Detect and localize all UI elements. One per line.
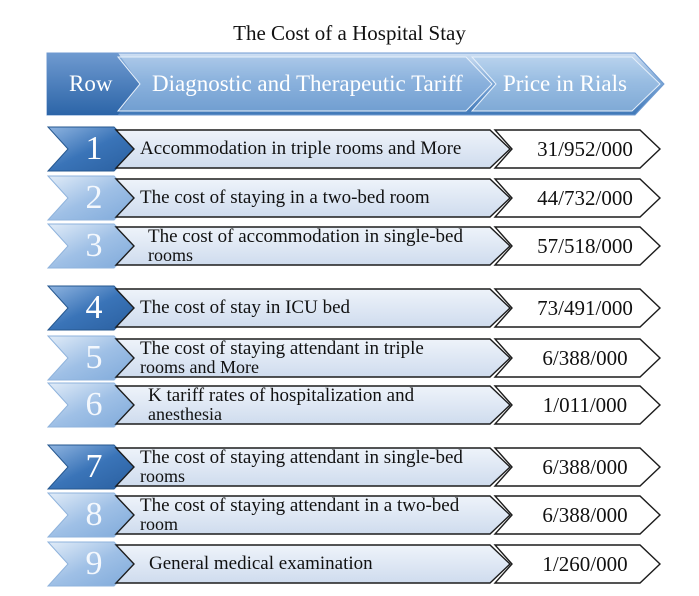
row-description: The cost of staying in a two-bed room <box>140 187 430 208</box>
row-price: 6/388/000 <box>542 455 628 479</box>
row-number: 9 <box>85 545 103 582</box>
row-description: Accommodation in triple rooms and More <box>140 138 462 159</box>
row-description: General medical examination <box>149 553 373 574</box>
row-number: 2 <box>85 179 103 216</box>
header-row-label: Row <box>69 71 113 96</box>
row-description-line1: The cost of staying attendant in triple <box>140 338 424 359</box>
row-number: 3 <box>85 227 103 264</box>
row-number: 8 <box>85 496 103 533</box>
header-tariff-label: Diagnostic and Therapeutic Tariff <box>152 71 463 96</box>
row-description-line1: The cost of staying attendant in a two-bed <box>140 495 460 516</box>
row-description-line2: anesthesia <box>148 404 222 424</box>
row-price: 73/491/000 <box>537 296 633 320</box>
row-price: 1/011/000 <box>542 393 628 417</box>
row-number: 7 <box>85 448 103 485</box>
row-price: 57/518/000 <box>537 234 633 258</box>
row-price: 6/388/000 <box>542 346 628 370</box>
row-description-line1: K tariff rates of hospitalization and <box>148 385 415 406</box>
row-price: 6/388/000 <box>542 503 628 527</box>
row-description-line2: rooms and More <box>140 357 259 377</box>
header-price-label: Price in Rials <box>503 71 627 96</box>
row-description: The cost of stay in ICU bed <box>140 297 351 318</box>
row-number: 4 <box>85 289 103 326</box>
diagram-title: The Cost of a Hospital Stay <box>233 21 466 45</box>
row-description-line1: The cost of accommodation in single-bed <box>148 226 463 247</box>
row-description-line2: room <box>140 514 178 534</box>
row-description-line2: rooms <box>148 245 193 265</box>
row-description-line2: rooms <box>140 466 185 486</box>
row-number: 6 <box>85 386 103 423</box>
row-price: 31/952/000 <box>537 137 633 161</box>
row-number: 5 <box>85 339 103 376</box>
row-number: 1 <box>85 130 103 167</box>
row-description-line1: The cost of staying attendant in single-bed <box>140 447 463 468</box>
row-price: 1/260/000 <box>542 552 628 576</box>
row-price: 44/732/000 <box>537 186 633 210</box>
